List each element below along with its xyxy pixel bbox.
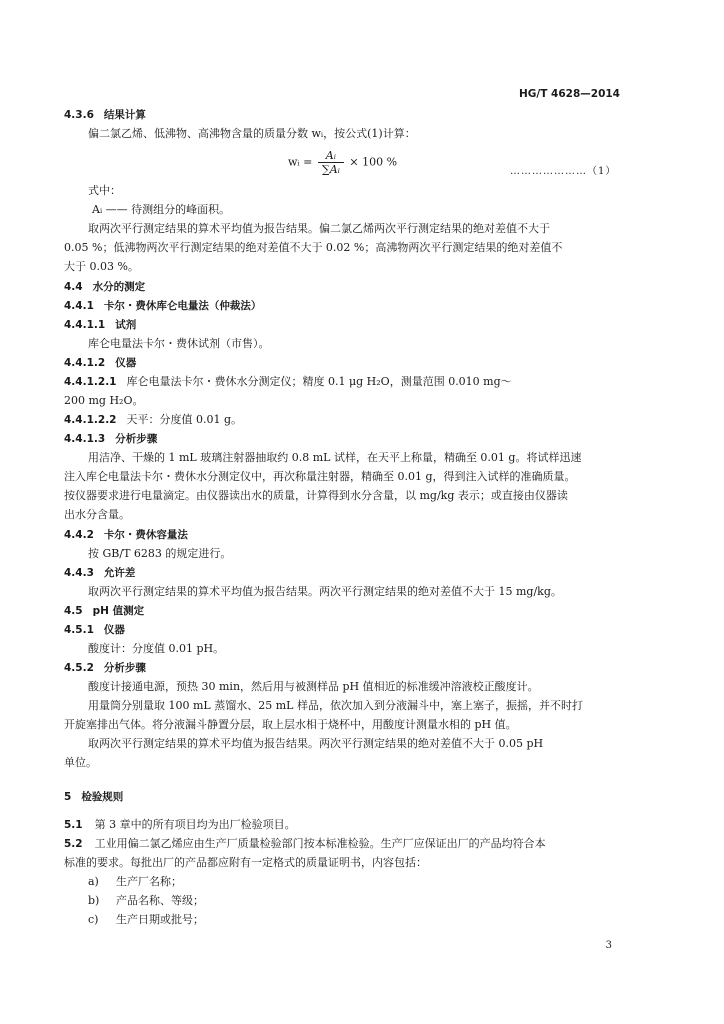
- section-number: 4.3.6: [64, 109, 94, 121]
- heading-4-4-1-3: [64, 432, 157, 446]
- list-item: [88, 894, 204, 908]
- heading-4-4-1-2: [64, 356, 136, 370]
- list-item-label: c): [88, 913, 99, 926]
- section-number: 4.4.2: [64, 529, 94, 541]
- formula-lhs: wᵢ =: [288, 155, 313, 169]
- variable-definition: Aᵢ —— 待测组分的峰面积。: [92, 203, 231, 216]
- clause-number: 5.1: [64, 819, 83, 831]
- clause-text: 工业用偏二氯乙烯应由生产厂质量检验部门按本标准检验。生产厂应保证出厂的产品均符合本: [94, 837, 546, 850]
- heading-4-5-2: [64, 661, 146, 675]
- paragraph: 出水分含量。: [64, 508, 130, 521]
- clause-text: 第 3 章中的所有项目均为出厂检验项目。: [94, 818, 296, 831]
- where-label: 式中：: [88, 184, 121, 197]
- paragraph: 开旋塞排出气体。将分液漏斗静置分层，取上层水相于烧杯中，用酸度计测量水相的 pH 值。: [64, 718, 517, 731]
- list-item: [88, 875, 182, 889]
- section-number: 4.4.1: [64, 300, 94, 312]
- list-item-text: 生产厂名称；: [116, 875, 182, 888]
- heading-4-5: [64, 604, 144, 618]
- clause-number: 4.4.1.2.2: [64, 414, 117, 426]
- clause-4-4-1-2-1: [64, 375, 512, 389]
- list-item-label: b): [88, 894, 100, 907]
- paragraph: 按仪器要求进行电量滴定。由仪器读出水的质量，计算得到水分含量，以 mg/kg 表示；或直接由仪器读: [64, 489, 568, 502]
- section-title: 分析步骤: [103, 662, 146, 674]
- section-title: 卡尔・费休库仑电量法（仲裁法）: [103, 300, 262, 312]
- formula-numerator: Aᵢ: [318, 149, 344, 163]
- paragraph: 单位。: [64, 756, 97, 769]
- paragraph: 取两次平行测定结果的算术平均值为报告结果。两次平行测定结果的绝对差值不大于 15 mg/kg。: [88, 585, 562, 598]
- paragraph: 大于 0.03 %。: [64, 260, 139, 273]
- clause-5-2: [64, 837, 546, 851]
- heading-4-5-1: [64, 623, 125, 637]
- section-title: 检验规则: [81, 791, 124, 803]
- heading-4-4-1-1: [64, 318, 136, 332]
- list-item-label: a): [88, 875, 99, 888]
- section-number: 4.4.1.3: [64, 433, 106, 445]
- list-item-text: 产品名称、等级；: [116, 894, 204, 907]
- paragraph: 酸度计接通电源，预热 30 min，然后用与被测样品 pH 值相近的标准缓冲溶液校正酸度计。: [88, 680, 539, 693]
- heading-4-4-1: [64, 299, 261, 313]
- section-title: 仪器: [115, 357, 137, 369]
- clause-number: 5.2: [64, 838, 83, 850]
- clause-4-4-1-2-2: [64, 413, 242, 427]
- section-number: 4.4.1.2: [64, 357, 106, 369]
- paragraph: 200 mg H₂O。: [64, 394, 144, 407]
- paragraph: 酸度计：分度值 0.01 pH。: [88, 642, 225, 655]
- formula-rhs: × 100 %: [349, 155, 398, 169]
- section-title: 水分的测定: [92, 281, 146, 293]
- section-title: 仪器: [103, 624, 125, 636]
- section-title: 卡尔・费休容量法: [103, 529, 188, 541]
- paragraph: 标准的要求。每批出厂的产品都应附有一定格式的质量证明书，内容包括：: [64, 856, 427, 869]
- paragraph: 注入库仑电量法卡尔・费休水分测定仪中，再次称量注射器，精确至 0.01 g，得到注入试样的准确质量。: [64, 470, 576, 483]
- section-title: 分析步骤: [115, 433, 158, 445]
- formula-denominator: ∑Aᵢ: [321, 163, 340, 176]
- section-number: 4.5.2: [64, 662, 94, 674]
- formula-1: [288, 149, 397, 176]
- section-number: 4.4: [64, 281, 83, 293]
- section-title: pH 值测定: [92, 605, 145, 617]
- clause-text: 天平：分度值 0.01 g。: [126, 413, 243, 426]
- section-number: 4.4.3: [64, 567, 94, 579]
- section-title: 试剂: [115, 319, 137, 331]
- section-number: 5: [64, 791, 72, 803]
- equation-number: …………………（1）: [510, 166, 617, 177]
- paragraph: 偏二氯乙烯、低沸物、高沸物含量的质量分数 wᵢ，按公式(1)计算：: [88, 127, 416, 140]
- list-item: [88, 913, 204, 927]
- page-number: 3: [605, 940, 612, 951]
- heading-4-4-3: [64, 566, 135, 580]
- formula-fraction: [318, 149, 344, 176]
- heading-4-4: [64, 280, 145, 294]
- paragraph: 用洁净、干燥的 1 mL 玻璃注射器抽取约 0.8 mL 试样，在天平上称量，精确至 0.01 g。将试样迅速: [88, 451, 582, 464]
- clause-number: 4.4.1.2.1: [64, 376, 117, 388]
- heading-4-3-6: [64, 108, 146, 122]
- paragraph: 库仑电量法卡尔・费休试剂（市售）。: [88, 337, 270, 350]
- standard-code: HG/T 4628—2014: [518, 88, 620, 100]
- section-number: 4.5: [64, 605, 83, 617]
- clause-text: 库仑电量法卡尔・费休水分测定仪；精度 0.1 μg H₂O，测量范围 0.010 mg～: [126, 375, 512, 388]
- paragraph: 0.05 %；低沸物两次平行测定结果的绝对差值不大于 0.02 %；高沸物两次平行测定结果的绝对差值不: [64, 241, 563, 254]
- section-number: 4.5.1: [64, 624, 94, 636]
- paragraph: 按 GB/T 6283 的规定进行。: [88, 547, 232, 560]
- list-item-text: 生产日期或批号；: [116, 913, 204, 926]
- clause-5-1: [64, 818, 296, 832]
- heading-4-4-2: [64, 528, 188, 542]
- section-title: 允许差: [103, 567, 136, 579]
- section-number: 4.4.1.1: [64, 319, 106, 331]
- heading-5: [64, 790, 123, 804]
- section-title: 结果计算: [103, 109, 146, 121]
- paragraph: 取两次平行测定结果的算术平均值为报告结果。偏二氯乙烯两次平行测定结果的绝对差值不大于: [88, 222, 550, 235]
- paragraph: 用量筒分别量取 100 mL 蒸馏水、25 mL 样品，依次加入到分液漏斗中，塞上塞子，振摇，并不时打: [88, 699, 583, 712]
- paragraph: 取两次平行测定结果的算术平均值为报告结果。两次平行测定结果的绝对差值不大于 0.05 pH: [88, 737, 544, 750]
